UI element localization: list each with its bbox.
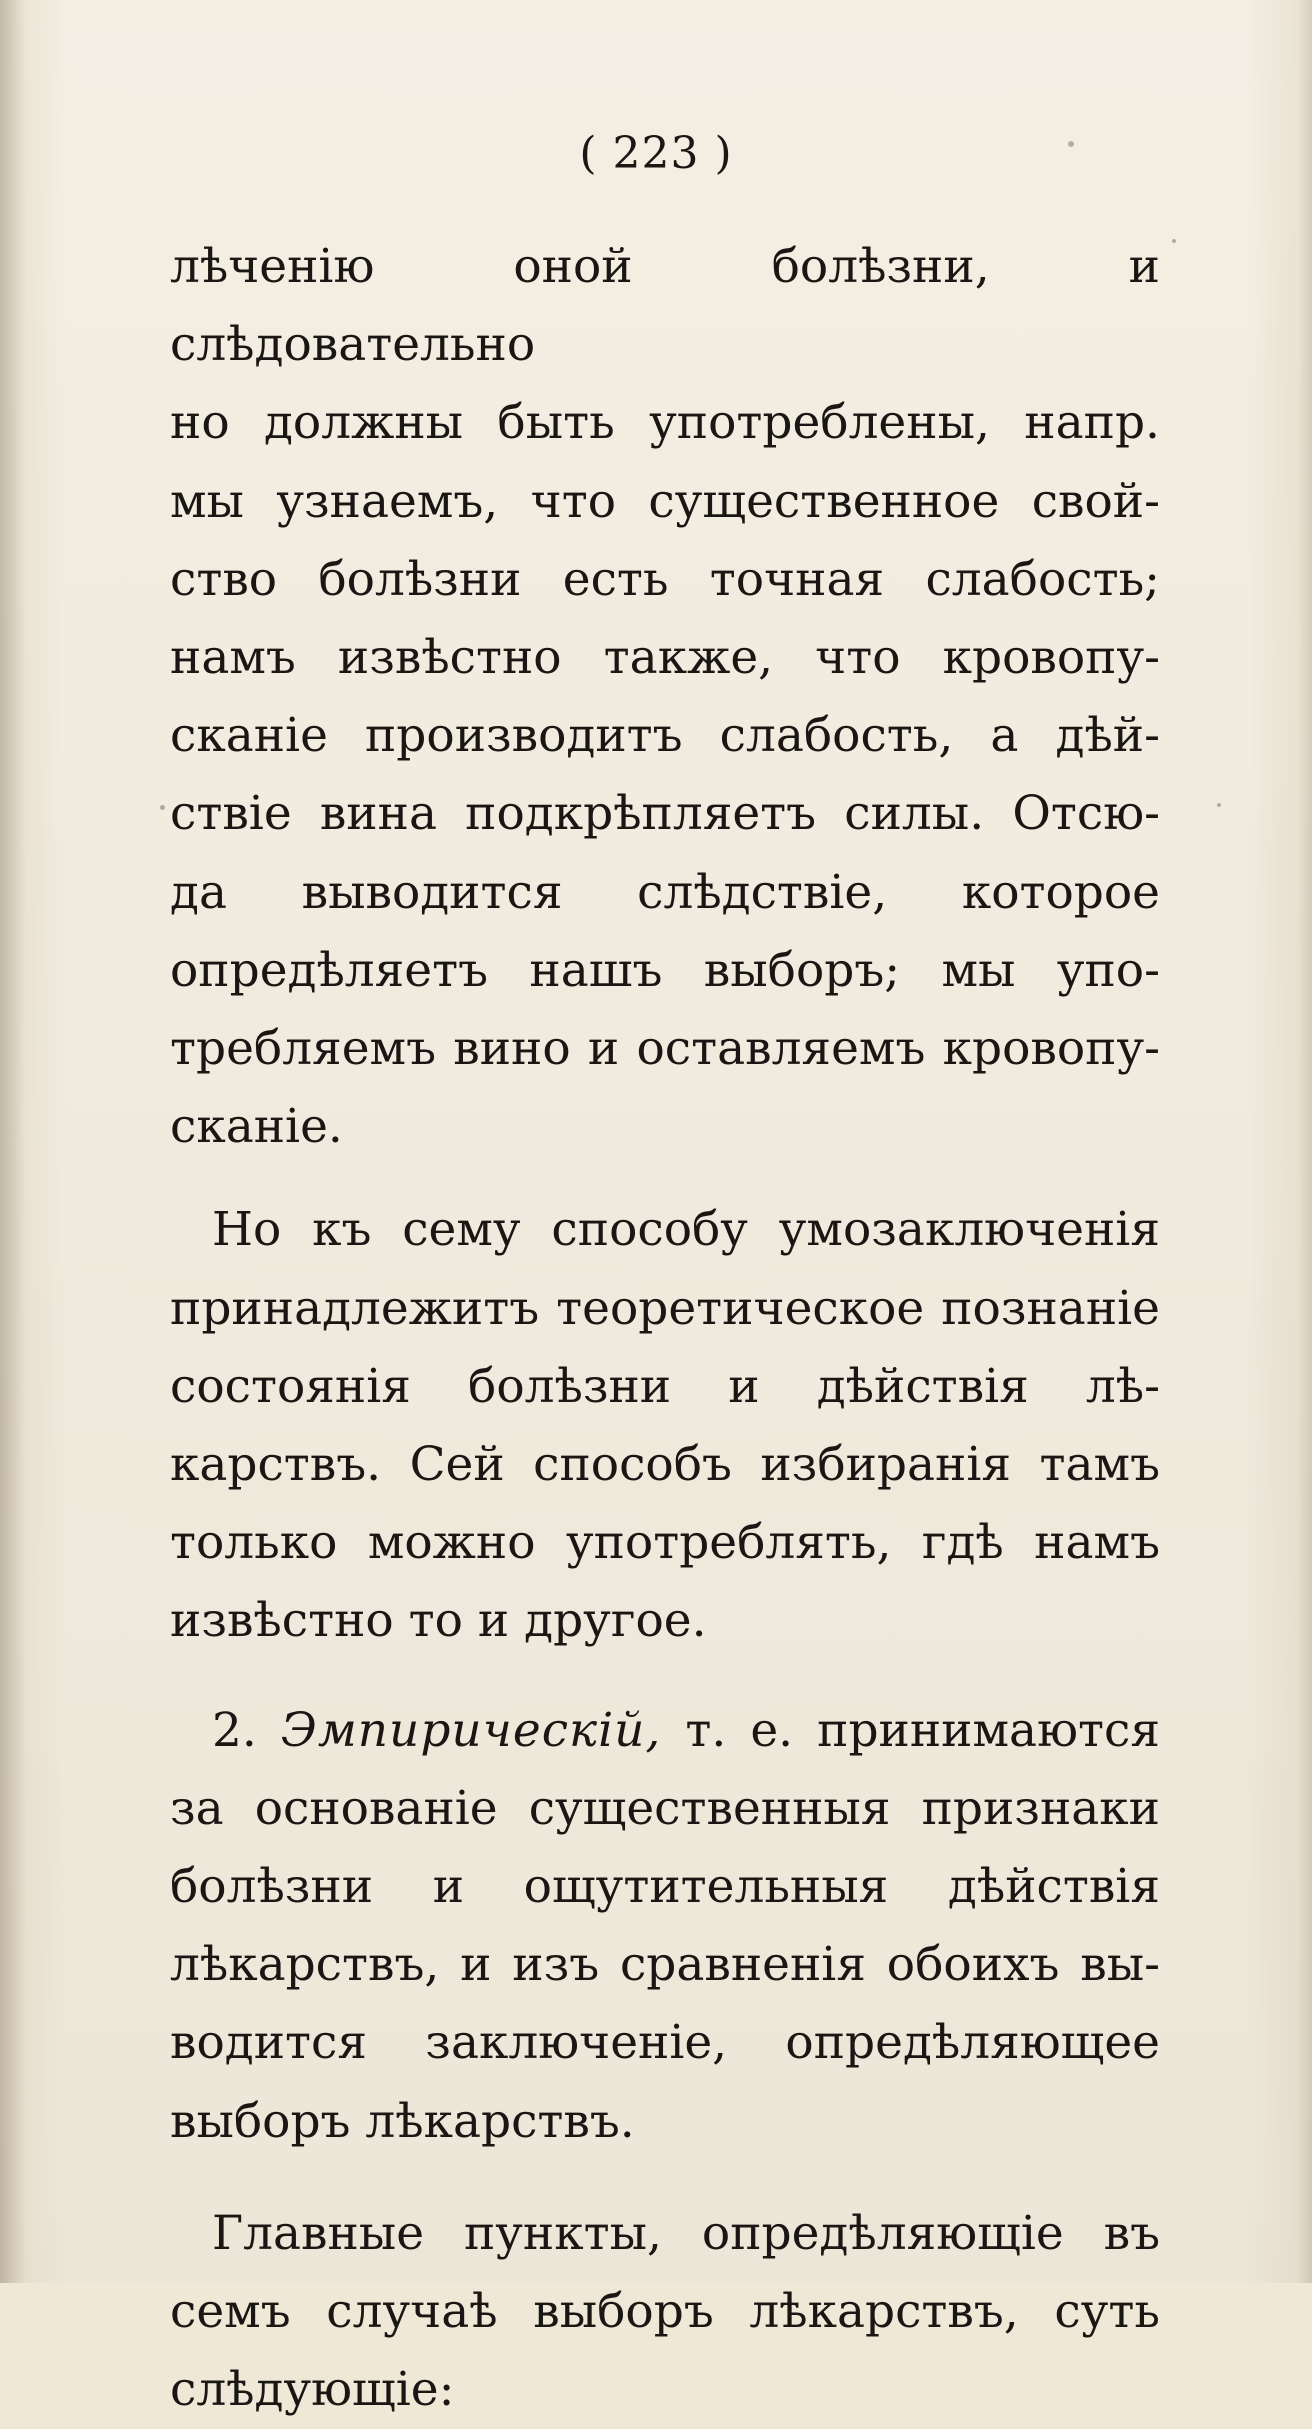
paragraph-1-line-9: опредѣляетъ нашъ выборъ; мы упо- — [170, 942, 1160, 998]
paragraph-3-line-1 — [170, 1692, 1160, 1770]
paragraph-4-line-3: слѣдующіе: — [170, 2362, 455, 2418]
paragraph-4-line-2: семъ случаѣ выборъ лѣкарствъ, суть — [170, 2284, 1160, 2340]
page-right-shadow — [1298, 0, 1312, 2283]
paragraph-2-line-6: извѣстно то и другое. — [170, 1593, 707, 1649]
paragraph-3-line-1-rest: т. е. принимаются — [685, 1702, 1160, 1758]
ink-speck — [1172, 239, 1176, 243]
paragraph-1-line-1: лѣченію оной болѣзни, и слѣдовательно — [170, 239, 1160, 373]
paragraph-1-line-10: требляемъ вино и оставляемъ кровопу- — [170, 1021, 1160, 1077]
page-left-shadow — [0, 0, 26, 2283]
paragraph-2 — [170, 1191, 1160, 1660]
paragraph-1 — [170, 228, 1160, 1166]
paragraph-2-line-2: принадлежитъ теоретическое познаніе — [170, 1280, 1160, 1336]
ink-speck — [1217, 803, 1221, 807]
paragraph-2-line-1: Но къ сему способу умозаключенія — [212, 1202, 1160, 1258]
paragraph-3-line-3: болѣзни и ощутительныя дѣйствія — [170, 1859, 1160, 1915]
paragraph-1-line-4: ство болѣзни есть точная слабость; — [170, 551, 1160, 607]
paragraph-2-line-4: карствъ. Сей способъ избиранія тамъ — [170, 1437, 1160, 1493]
paragraph-1-line-11: сканіе. — [170, 1099, 343, 1155]
paragraph-2-line-3: состоянія болѣзни и дѣйствія лѣ- — [170, 1358, 1160, 1414]
paragraph-3-line-6: выборъ лѣкарствъ. — [170, 2093, 635, 2149]
paragraph-4 — [170, 2195, 1160, 2429]
paragraph-3-line-4: лѣкарствъ, и изъ сравненія обоихъ вы- — [170, 1937, 1160, 1993]
emphasized-term: Эмпирическій, — [280, 1702, 662, 1758]
paragraph-1-line-8: да выводится слѣдствіе, которое — [170, 864, 1160, 920]
paragraph-2-line-5: только можно употреблять, гдѣ намъ — [170, 1515, 1160, 1571]
paragraph-1-line-3: мы узнаемъ, что существенное свой- — [170, 473, 1160, 529]
paragraph-3-line-2: за основаніе существенныя признаки — [170, 1780, 1160, 1836]
paragraph-1-line-2: но должны быть употреблены, напр. — [170, 395, 1160, 451]
paragraph-3-line-5: водится заключеніе, опредѣляющее — [170, 2015, 1160, 2071]
paragraph-4-line-1: Главные пункты, опредѣляющіе въ — [212, 2205, 1160, 2261]
list-item-number: 2. — [212, 1702, 257, 1758]
ink-speck — [160, 805, 165, 810]
paragraph-1-line-6: сканіе производитъ слабость, а дѣй- — [170, 708, 1160, 764]
paragraph-1-line-5: намъ извѣстно также, что кровопу- — [170, 630, 1160, 686]
page-content — [170, 228, 1160, 2429]
paragraph-3 — [170, 1692, 1160, 2161]
page-number: ( 223 ) — [579, 128, 733, 179]
paragraph-1-line-7: ствіе вина подкрѣпляетъ силы. Отсю- — [170, 786, 1160, 842]
